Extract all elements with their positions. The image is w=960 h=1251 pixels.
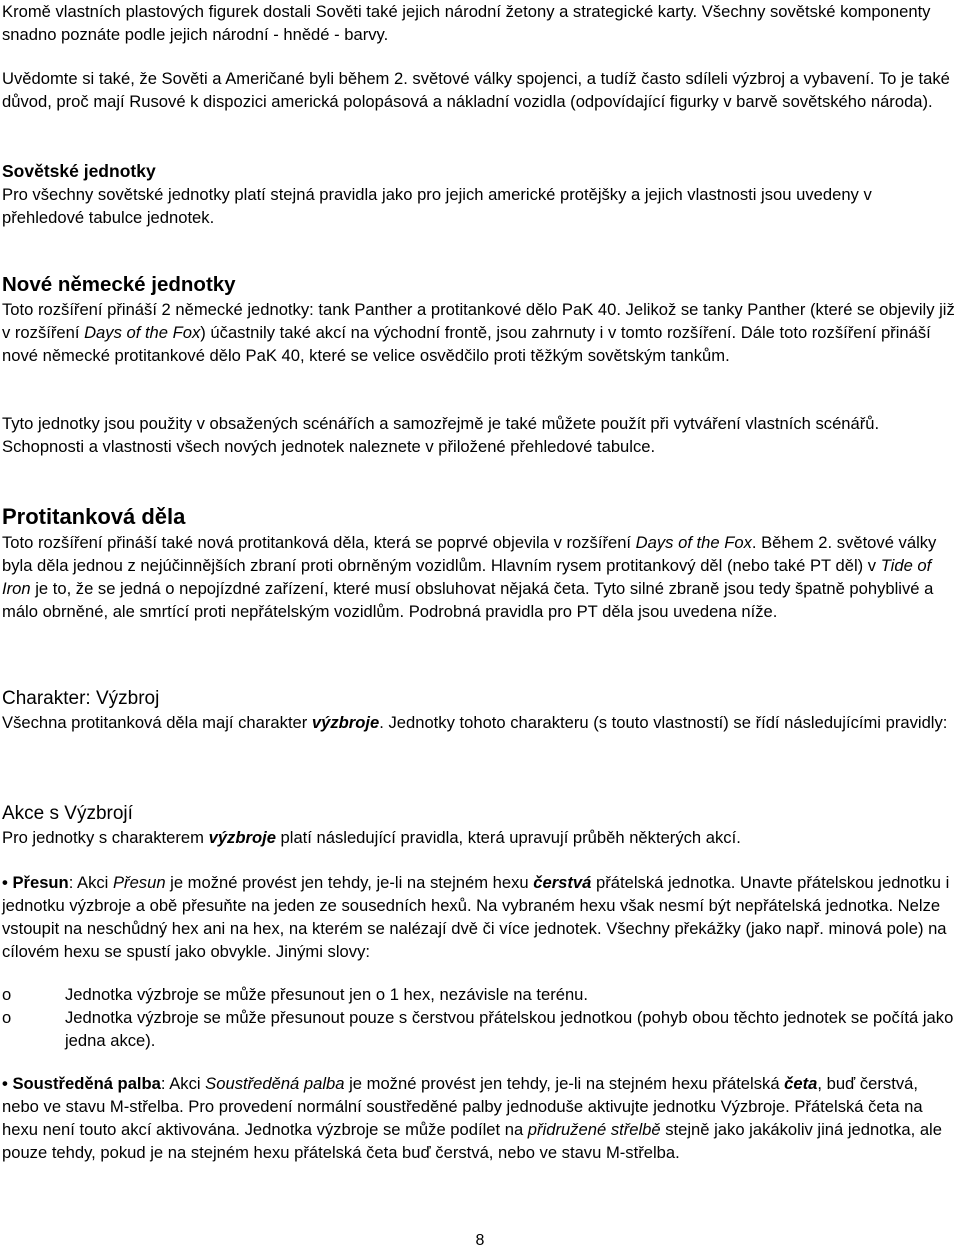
- soviet-units-section: [2, 160, 958, 229]
- text-run: je možné provést jen tehdy, je-li na stejném hexu přátelská: [344, 1074, 785, 1093]
- italic-title: Days of the Fox: [635, 533, 752, 552]
- text-run: Toto rozšíření přináší 2 německé jednotky: tank Panther a protitankové dělo PaK 40. Jelikož se tanky Panther (které se objevily již v rozšíření: [2, 300, 955, 342]
- text-run: přátelská jednotka. Unavte přátelskou jednotku i jednotku výzbroje a obě přesuňte na jeden ze sousedních hexů. Na vybraném hexu však nesmí být nepřátelská jednotka. Nelze vstoupit na neschůdný hex ani na hex, na kterém se nalézají dvě či více jednotek. Všechny překážky (jako např. minová pole) na cílovém hexu se spustí jako obvykle. Jinými slovy:: [2, 873, 950, 961]
- character-section: [2, 687, 958, 734]
- section-heading: Sovětské jednotky: [2, 161, 156, 181]
- section-heading: Charakter: Výzbroj: [2, 688, 160, 709]
- section-heading: Protitanková děla: [2, 504, 186, 529]
- text-run: Všechna protitanková děla mají charakter: [2, 713, 312, 732]
- section-heading: Akce s Výzbrojí: [2, 803, 133, 824]
- list-marker: o: [2, 1008, 12, 1027]
- list-item: [2, 983, 958, 1006]
- paragraph-text: [2, 711, 958, 734]
- paragraph-text: [2, 1072, 958, 1164]
- bullet-icon: •: [2, 873, 8, 892]
- rule-label: Soustředěná palba: [12, 1074, 161, 1093]
- italic-term: Přesun: [112, 873, 166, 892]
- intro-paragraph-1: [2, 0, 958, 46]
- paragraph-text: Kromě vlastních plastových figurek dostali Sověti také jejich národní žetony a strategické karty. Všechny sovětské komponenty snadno poznáte podle jejich národní - hnědé - barvy.: [2, 2, 931, 44]
- german-units-section: [2, 272, 958, 367]
- list-item-text: Jednotka výzbroje se může přesunout pouze s čerstvou přátelskou jednotkou (pohyb obou těchto jednotek se počítá jako jedna akce).: [65, 1008, 954, 1050]
- paragraph-text: [2, 871, 958, 963]
- emphasis-term: četa: [784, 1074, 818, 1093]
- italic-term: přidružené střelbě: [527, 1120, 661, 1139]
- intro-paragraph-2: [2, 67, 958, 113]
- text-run: stejně jako jakákoliv jiná jednotka, ale pouze tehdy, pokud je na stejném hexu přátelská četa buď čerstvá, nebo ve stavu M-střelba.: [2, 1120, 942, 1162]
- text-run: . Jednotky tohoto charakteru (s touto vlastností) se řídí následujícími pravidly:: [379, 713, 948, 732]
- paragraph-text: Uvědomte si také, že Sověti a Američané byli během 2. světové války spojenci, a tudíž často sdíleli výzbroj a vybavení. To je také důvod, proč mají Rusové k dispozici americká polopásová a nákladní vozidla (odpovídající figurky v barvě sovětského národa).: [2, 69, 950, 111]
- italic-title: Days of the Fox: [84, 323, 201, 342]
- text-run: Pro jednotky s charakterem: [2, 828, 209, 847]
- german-units-paragraph-2: [2, 412, 958, 458]
- text-run: : Akci: [68, 873, 113, 892]
- actions-section: [2, 802, 958, 849]
- italic-title: Tide of Iron: [2, 556, 932, 598]
- text-run: , buď čerstvá, nebo ve stavu M-střelba. Pro provedení normální soustředěné palby jednoduše aktivujte jednotku Výzbroje. Přátelská četa na hexu není touto akcí aktivována. Jednotka výzbroje se může podílet na: [2, 1074, 923, 1139]
- move-sub-list: [2, 983, 958, 1052]
- antitank-section: [2, 503, 958, 623]
- list-item-text: Jednotka výzbroje se může přesunout jen o 1 hex, nezávisle na terénu.: [65, 985, 589, 1004]
- text-run: ) účastnily také akcí na východní frontě, jsou zahrnuty i v tomto rozšíření. Dále toto rozšíření přináší nové německé protitankové dělo PaK 40, které se velice osvědčilo proti těžkým sovětským tankům.: [2, 323, 931, 365]
- emphasis-term: výzbroje: [208, 828, 276, 847]
- page-number: 8: [475, 1232, 485, 1249]
- paragraph-text: [2, 298, 958, 367]
- bullet-icon: •: [2, 1074, 8, 1093]
- move-rule: [2, 871, 958, 963]
- text-run: . Během 2. světové války byla děla jednou z nejúčinnějších zbraní proti obrněným vozidlům. Hlavním rysem protitankový děl (nebo také PT děl) v: [2, 533, 937, 575]
- text-run: platí následující pravidla, která upravují průběh některých akcí.: [275, 828, 741, 847]
- emphasis-term: výzbroje: [311, 713, 380, 732]
- rule-label: Přesun: [12, 873, 69, 892]
- emphasis-term: čerstvá: [533, 873, 592, 892]
- paragraph-text: Tyto jednotky jsou použity v obsažených scénářích a samozřejmě je také můžete použít při vytváření vlastních scénářů. Schopnosti a vlastnosti všech nových jednotek naleznete v přiložené přehledové tabulce.: [2, 414, 880, 456]
- list-marker: o: [2, 985, 12, 1004]
- text-run: Toto rozšíření přináší také nová protitanková děla, která se poprvé objevila v rozšíření: [2, 533, 636, 552]
- text-run: je možné provést jen tehdy, je-li na stejném hexu: [165, 873, 534, 892]
- italic-term: Soustředěná palba: [205, 1074, 345, 1093]
- paragraph-text: [2, 826, 958, 849]
- list-item: [2, 1006, 958, 1052]
- concentrated-fire-rule: [2, 1072, 958, 1164]
- paragraph-text: [2, 531, 958, 623]
- text-run: : Akci: [160, 1074, 206, 1093]
- section-heading: Nové německé jednotky: [2, 273, 236, 296]
- text-run: je to, že se jedná o nepojízdné zařízení, které musí obsluhovat nějaká četa. Tyto silné zbraně jsou tedy špatně pohyblivé a málo obrněné, ale smrtící proti nepřátelským vozidlům. Podrobná pravidla pro PT děla jsou uvedena níže.: [2, 579, 934, 621]
- paragraph-text: Pro všechny sovětské jednotky platí stejná pravidla jako pro jejich americké protějšky a jejich vlastnosti jsou uvedeny v přehledové tabulce jednotek.: [2, 185, 872, 227]
